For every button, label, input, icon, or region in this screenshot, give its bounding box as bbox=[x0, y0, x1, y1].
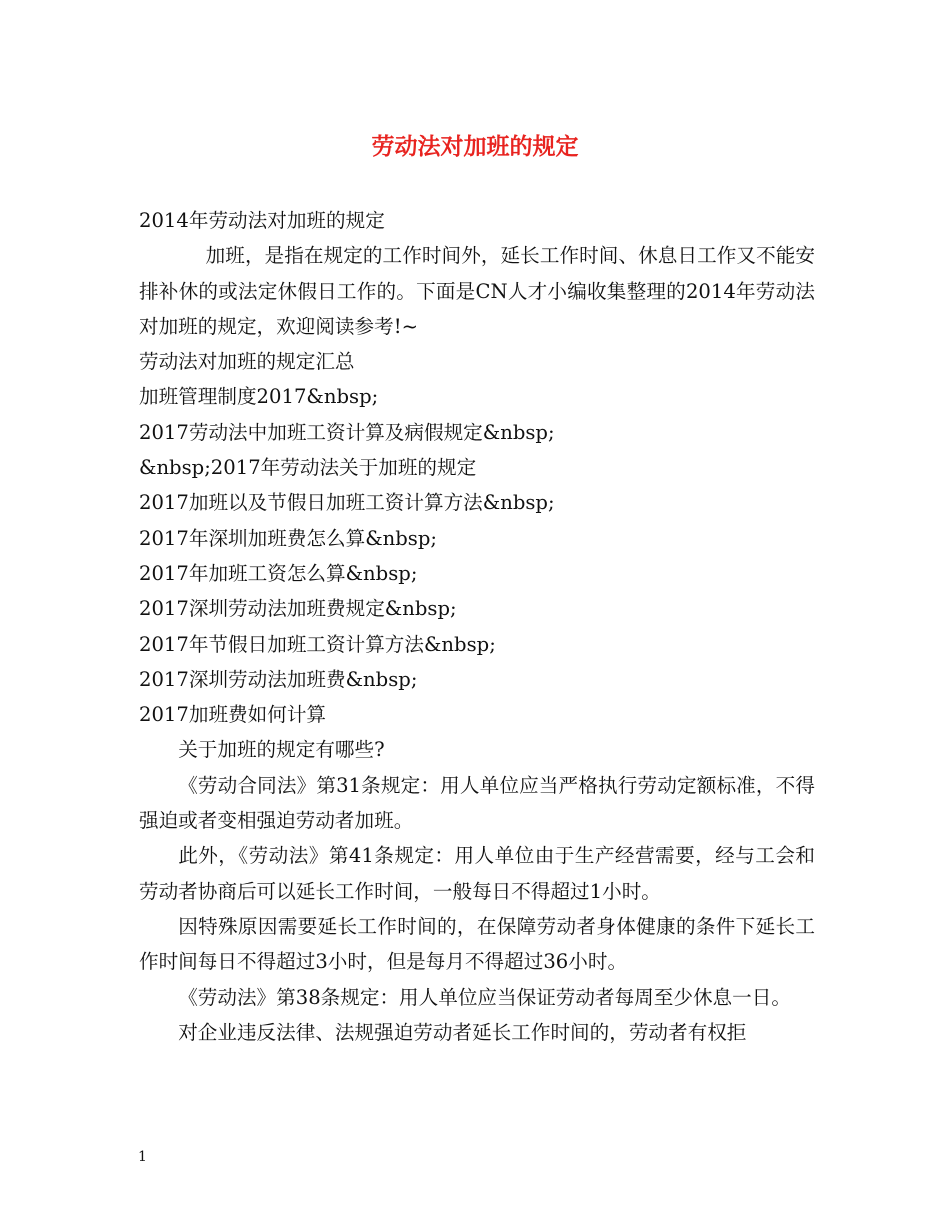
intro-paragraph: 加班，是指在规定的工作时间外，延长工作时间、休息日工作又不能安排补休的或法定休假日工作的。下面是CN人才小编收集整理的2014年劳动法对加班的规定，欢迎阅读参考!~ bbox=[139, 244, 815, 338]
body-paragraph: 《劳动合同法》第31条规定：用人单位应当严格执行劳动定额标准，不得强迫或者变相强迫劳动者加班。 bbox=[139, 773, 815, 833]
related-link[interactable]: 加班管理制度2017&nbsp; bbox=[139, 385, 379, 409]
related-link[interactable]: 2017深圳劳动法加班费&nbsp; bbox=[139, 667, 418, 691]
body-paragraph: 《劳动法》第38条规定：用人单位应当保证劳动者每周至少休息一日。 bbox=[178, 985, 791, 1009]
page-number: 1 bbox=[138, 1149, 147, 1165]
related-links-list bbox=[139, 379, 815, 732]
related-link[interactable]: 2017劳动法中加班工资计算及病假规定&nbsp; bbox=[139, 420, 555, 444]
related-link[interactable]: 2017年深圳加班费怎么算&nbsp; bbox=[139, 526, 438, 550]
body-paragraph: 对企业违反法律、法规强迫劳动者延长工作时间的，劳动者有权拒 bbox=[178, 1020, 747, 1044]
related-link[interactable]: 2017加班费如何计算 bbox=[139, 703, 327, 727]
links-heading: 劳动法对加班的规定汇总 bbox=[139, 350, 355, 374]
body-paragraph: 因特殊原因需要延长工作时间的，在保障劳动者身体健康的条件下延长工作时间每日不得超过3小时，但是每月不得超过36小时。 bbox=[139, 914, 815, 974]
related-link[interactable]: 2017年加班工资怎么算&nbsp; bbox=[139, 561, 418, 585]
document-body bbox=[139, 203, 815, 1050]
body-paragraph: 关于加班的规定有哪些? bbox=[178, 738, 385, 762]
body-paragraph: 此外，《劳动法》第41条规定：用人单位由于生产经营需要，经与工会和劳动者协商后可以延长工作时间，一般每日不得超过1小时。 bbox=[139, 844, 815, 903]
related-link[interactable]: &nbsp;2017年劳动法关于加班的规定 bbox=[139, 456, 477, 480]
related-link[interactable]: 2017深圳劳动法加班费规定&nbsp; bbox=[139, 597, 457, 621]
page-title: 劳动法对加班的规定 bbox=[371, 133, 579, 160]
related-link[interactable]: 2017年节假日加班工资计算方法&nbsp; bbox=[139, 632, 496, 656]
related-link[interactable]: 2017加班以及节假日加班工资计算方法&nbsp; bbox=[139, 491, 555, 515]
document-subtitle: 2014年劳动法对加班的规定 bbox=[139, 209, 385, 232]
